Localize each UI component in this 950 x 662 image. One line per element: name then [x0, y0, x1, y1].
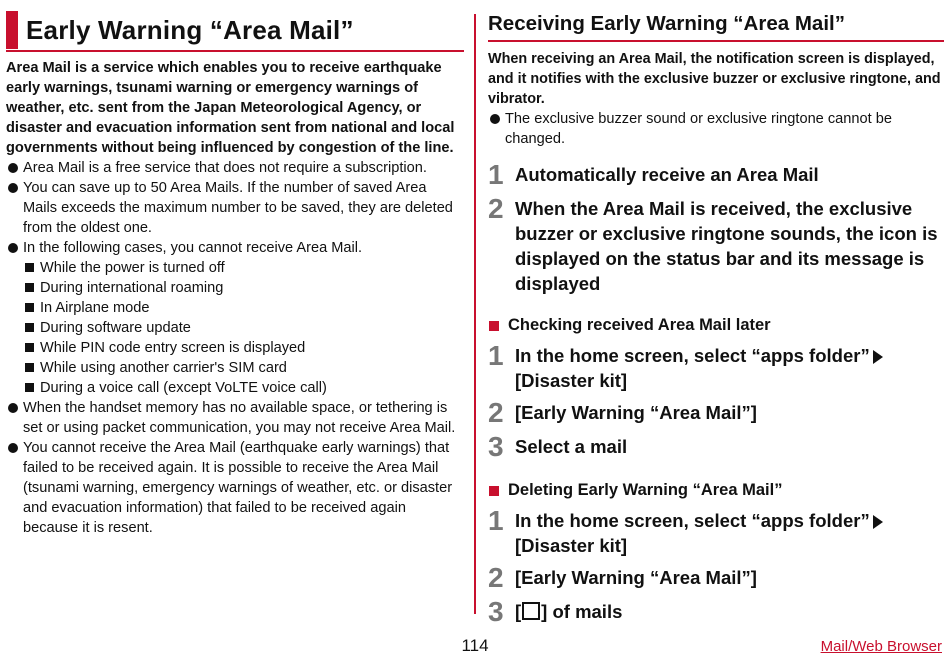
step-text: [ ] of mails [515, 601, 623, 622]
section-link[interactable]: Mail/Web Browser [820, 638, 942, 655]
receiving-heading: Receiving Early Warning “Area Mail” [488, 10, 944, 42]
intro-paragraph: Area Mail is a service which enables you to receive earthquake early warnings, tsunami warning or emergency warnings of weather, etc. sent from the Japan Meteorological Agency, or disaster and evacuation information sent from national and local governments without being influenced by congestion of the line. [6, 60, 455, 156]
bullet-dot-icon [8, 403, 18, 413]
main-heading-text: Early Warning “Area Mail” [26, 14, 354, 45]
bullet-item: You can save up to 50 Area Mails. If the number of saved Area Mails exceeds the maximum number to be saved, they are deleted from the oldest one. [6, 178, 464, 238]
square-bullet-icon [25, 343, 34, 352]
step-number: 3 [488, 431, 504, 462]
checking-step-1 [488, 342, 944, 393]
square-bullet-icon [25, 283, 34, 292]
triangle-right-icon [873, 515, 883, 529]
bullet-item: When the handset memory has no available space, or tethering is set or using packet communication, you may not receive Area Mail. [6, 398, 464, 438]
cases-list [6, 258, 464, 398]
case-item: While PIN code entry screen is displayed [6, 338, 464, 358]
case-item: During a voice call (except VoLTE voice call) [6, 378, 464, 398]
step-number: 1 [488, 505, 504, 536]
deleting-section-title: Deleting Early Warning “Area Mail” [488, 479, 944, 501]
case-item: During international roaming [6, 278, 464, 298]
bullet-list [6, 158, 464, 258]
step-2 [488, 195, 944, 296]
square-bullet-icon [25, 363, 34, 372]
step-text: When the Area Mail is received, the exclusive buzzer or exclusive ringtone sounds, the icon is displayed on the status bar and its message is displayed [515, 198, 938, 294]
step-number: 2 [488, 397, 504, 428]
bullet-item: Area Mail is a free service that does not require a subscription. [6, 158, 464, 178]
step-text: In the home screen, select “apps folder” [Disaster kit] [515, 507, 883, 558]
step-number: 1 [488, 159, 504, 190]
square-bullet-icon [25, 303, 34, 312]
step-1 [488, 161, 944, 189]
square-bullet-icon [25, 263, 34, 272]
case-item: During software update [6, 318, 464, 338]
bullet-dot-icon [490, 114, 500, 124]
case-item: While the power is turned off [6, 258, 464, 278]
left-column [6, 10, 464, 538]
right-column [488, 10, 944, 626]
checking-step-3 [488, 433, 944, 461]
square-bullet-icon [25, 383, 34, 392]
square-bullet-icon [25, 323, 34, 332]
heading-accent-bar [6, 11, 18, 49]
receiving-intro: When receiving an Area Mail, the notification screen is displayed, and it notifies with the exclusive buzzer or exclusive ringtone, and vibrator. [488, 51, 941, 107]
step-number: 2 [488, 562, 504, 593]
bullet-list-2 [6, 398, 464, 538]
bullet-dot-icon [8, 443, 18, 453]
receiving-note-list [488, 109, 944, 149]
step-number: 3 [488, 596, 504, 627]
case-item: While using another carrier's SIM card [6, 358, 464, 378]
page-number: 114 [461, 636, 489, 655]
step-text: [Early Warning “Area Mail”] [515, 567, 757, 588]
red-square-icon [489, 321, 499, 331]
bullet-item: In the following cases, you cannot receive Area Mail. [6, 238, 464, 258]
step-number: 2 [488, 193, 504, 224]
deleting-step-2 [488, 564, 944, 592]
bullet-dot-icon [8, 243, 18, 253]
step-number: 1 [488, 340, 504, 371]
square-box-icon [522, 602, 540, 620]
step-text: In the home screen, select “apps folder” [Disaster kit] [515, 342, 883, 393]
checking-section-title: Checking received Area Mail later [488, 314, 944, 336]
main-heading [6, 10, 464, 52]
deleting-step-1 [488, 507, 944, 558]
triangle-right-icon [873, 350, 883, 364]
column-divider [474, 14, 476, 614]
bullet-item: You cannot receive the Area Mail (earthquake early warnings) that failed to be received again. It is possible to receive the Area Mail (tsunami warning, emergency warnings of weather, etc. or disaster and evacuation information) that failed to be received again because it is resent. [6, 438, 464, 538]
step-text: Select a mail [515, 436, 628, 457]
checking-step-2 [488, 399, 944, 427]
deleting-step-3 [488, 598, 944, 626]
step-text: Automatically receive an Area Mail [515, 164, 819, 185]
red-square-icon [489, 486, 499, 496]
case-item: In Airplane mode [6, 298, 464, 318]
step-text: [Early Warning “Area Mail”] [515, 402, 757, 423]
bullet-dot-icon [8, 163, 18, 173]
bullet-item: The exclusive buzzer sound or exclusive ringtone cannot be changed. [488, 109, 944, 149]
bullet-dot-icon [8, 183, 18, 193]
